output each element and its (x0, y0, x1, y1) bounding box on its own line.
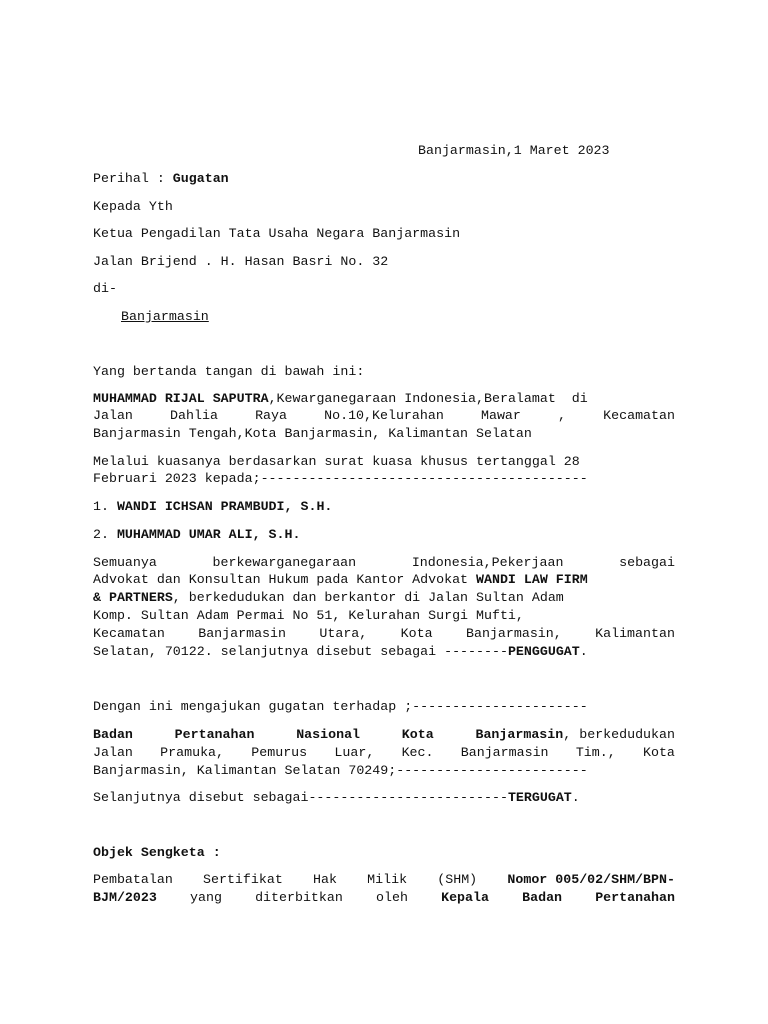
plaintiff-line-1: MUHAMMAD RIJAL SAPUTRA,Kewarganegaraan Indonesia,Beralamat di (93, 391, 588, 406)
objek-heading: Objek Sengketa : (93, 845, 221, 860)
perihal-label: Perihal : (93, 171, 173, 186)
objek-line-1: Pembatalan Sertifikat Hak Milik (SHM) Nomor 005/02/SHM/BPN- (93, 872, 675, 887)
lawfirm-line-2: Advokat dan Konsultan Hukum pada Kantor Advokat WANDI LAW FIRM (93, 572, 588, 587)
kepada-yth: Kepada Yth (93, 199, 173, 214)
gugatan-line: Dengan ini mengajukan gugatan terhadap ;---------------------- (93, 699, 588, 714)
objek-line-2: BJM/2023 yang diterbitkan oleh Kepala Badan Pertanahan (93, 890, 675, 905)
tergugat-label: TERGUGAT (507, 790, 572, 805)
plaintiff-line-3: Banjarmasin Tengah,Kota Banjarmasin, Kalimantan Selatan (93, 426, 532, 441)
lawfirm-line-5: Kecamatan Banjarmasin Utara, Kota Banjarmasin, Kalimantan (93, 626, 675, 641)
defendant-line-1: Badan Pertanahan Nasional Kota Banjarmasin, berkedudukan (93, 727, 675, 742)
defendant-line-2: Jalan Pramuka, Pemurus Luar, Kec. Banjarmasin Tim., Kota (93, 745, 675, 760)
addressee: Ketua Pengadilan Tata Usaha Negara Banjarmasin (93, 226, 461, 241)
kuasa-line-1: Melalui kuasanya berdasarkan surat kuasa khusus tertanggal 28 (93, 454, 580, 469)
letter-date: Banjarmasin,1 Maret 2023 (418, 143, 610, 158)
perihal-value: Gugatan (172, 171, 229, 186)
city-underlined: Banjarmasin (121, 309, 209, 324)
intro-line: Yang bertanda tangan di bawah ini: (93, 364, 365, 379)
defendant-name-end: Banjarmasin (475, 727, 564, 742)
plaintiff-name: MUHAMMAD RIJAL SAPUTRA (93, 391, 269, 406)
shm-number: Nomor 005/02/SHM/BPN- (507, 872, 675, 887)
lawfirm-line-4: Komp. Sultan Adam Permai No 51, Kelurahan Surgi Mufti, (93, 608, 524, 623)
lawfirm-line-6: Selatan, 70122. selanjutnya disebut sebagai --------PENGGUGAT. (93, 644, 588, 659)
di-line: di- (93, 281, 117, 296)
lawyer-2: 2. MUHAMMAD UMAR ALI, S.H. (93, 527, 301, 542)
penggugat-label: PENGGUGAT (507, 644, 580, 659)
lawfirm-name: WANDI LAW FIRM (476, 572, 588, 587)
defendant-line-3: Banjarmasin, Kalimantan Selatan 70249;------------------------ (93, 763, 588, 778)
lawyer-1: 1. WANDI ICHSAN PRAMBUDI, S.H. (93, 499, 333, 514)
lawfirm-line-3: & PARTNERS, berkedudukan dan berkantor di Jalan Sultan Adam (93, 590, 564, 605)
perihal-line (93, 171, 229, 187)
tergugat-line: Selanjutnya disebut sebagai-------------------------TERGUGAT. (93, 790, 580, 805)
lawfirm-line-1: Semuanya berkewarganegaraan Indonesia,Pekerjaan sebagai (93, 555, 675, 570)
kuasa-line-2: Februari 2023 kepada;----------------------------------------- (93, 471, 588, 486)
address: Jalan Brijend . H. Hasan Basri No. 32 (93, 254, 389, 269)
plaintiff-line-2: Jalan Dahlia Raya No.10,Kelurahan Mawar , Kecamatan (93, 408, 675, 423)
